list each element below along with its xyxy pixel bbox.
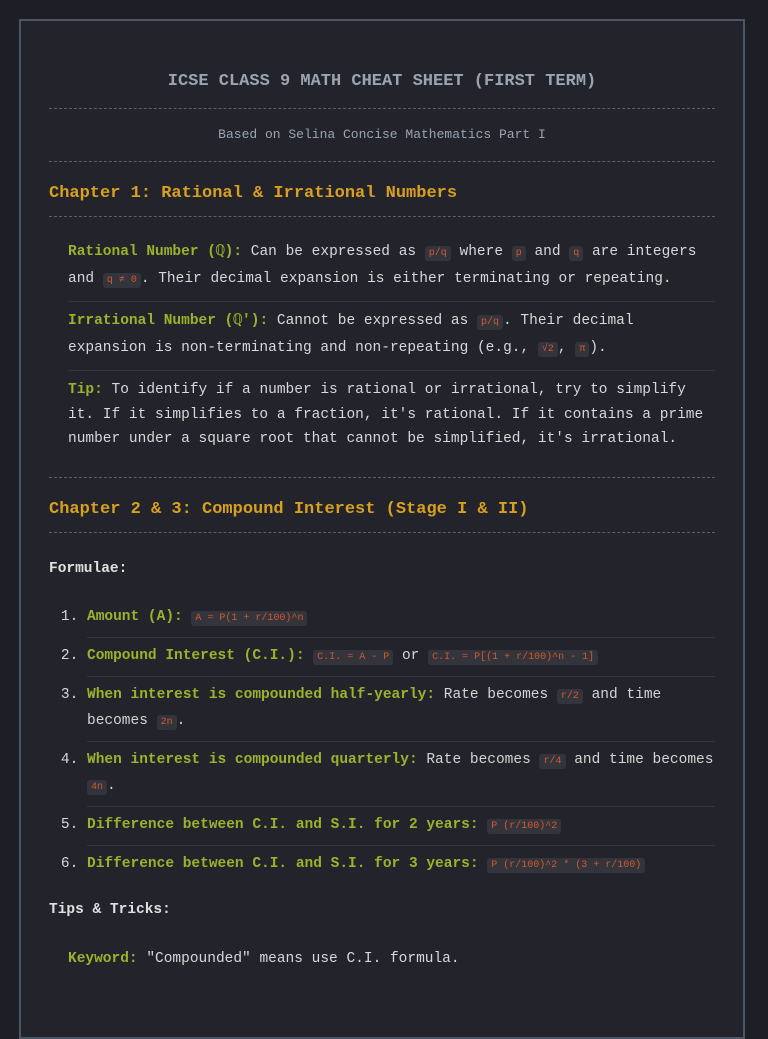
text: Rate becomes (435, 686, 557, 703)
page-subtitle: Based on Selina Concise Mathematics Part I (218, 127, 546, 142)
tip-text: To identify if a number is rational or irrational, try to simplify it. If it simplifies to a fraction, it's rational. If it contains a prime number under a square root that cannot be simplified, it's irrational. (68, 382, 704, 447)
formula-term: Difference between C.I. and S.I. for 3 years: (87, 855, 479, 872)
code-snippet: π (575, 342, 589, 357)
list-item (87, 807, 715, 846)
text (305, 648, 314, 664)
divider (49, 161, 715, 162)
text: . (176, 712, 186, 729)
text: where (450, 244, 512, 260)
text: Cannot be expressed as (268, 313, 478, 329)
code-snippet: √2 (538, 342, 558, 357)
code-snippet: p (512, 246, 526, 261)
divider (49, 108, 715, 109)
keyword-text: "Compounded" means use C.I. formula. (137, 950, 460, 967)
code-snippet: q (569, 246, 583, 261)
rational-definition (68, 232, 715, 302)
code-snippet: C.I. = A - P (313, 650, 393, 665)
tip (68, 371, 715, 460)
divider (49, 216, 715, 217)
chapter1-heading: Chapter 1: Rational & Irrational Numbers (49, 184, 458, 203)
text: and time becomes (565, 751, 714, 768)
page-title: ICSE CLASS 9 MATH CHEAT SHEET (FIRST TERM) (167, 72, 597, 91)
text: . (107, 777, 116, 794)
code-snippet: r/4 (539, 754, 565, 769)
code-snippet: P (r/100)^2 * (3 + r/100) (487, 858, 645, 873)
cheat-sheet (19, 19, 745, 1039)
list-item (87, 638, 715, 677)
formula-term: Amount (A): (87, 608, 183, 625)
list-item (87, 742, 715, 807)
code-snippet: 2n (157, 715, 177, 730)
text: and time becomes (87, 686, 662, 729)
text: . Their decimal expansion is either terminating or repeating. (140, 270, 672, 287)
formulae-list (49, 599, 715, 884)
text (479, 817, 488, 833)
text: Rate becomes (417, 751, 540, 768)
formula-term: When interest is compounded half-yearly: (87, 686, 436, 703)
text: and (525, 244, 570, 260)
text: are integers and (68, 244, 697, 287)
list-item (87, 677, 715, 742)
keyword-tip (68, 947, 715, 972)
chapter2-heading: Chapter 2 & 3: Compound Interest (Stage I & II) (49, 499, 529, 519)
formulae-label: Formulae: (49, 560, 128, 577)
formula-term: When interest is compounded quarterly: (87, 751, 418, 768)
code-snippet: A = P(1 + r/100)^n (191, 611, 307, 626)
code-snippet: P (r/100)^2 (487, 819, 561, 834)
code-snippet: q ≠ 0 (103, 273, 141, 288)
rational-term: Rational Number (ℚ): (68, 244, 243, 260)
tip-term: Tip: (68, 382, 103, 398)
irrational-definition (68, 302, 715, 371)
list-item (87, 846, 715, 884)
text: or (393, 647, 429, 664)
text: . Their decimal expansion is non-terminating and non-repeating (e.g., (68, 313, 634, 356)
keyword-term: Keyword: (68, 950, 138, 967)
divider (49, 532, 715, 533)
text (479, 856, 488, 872)
tips-label: Tips & Tricks: (49, 901, 171, 918)
code-snippet: p/q (477, 315, 503, 330)
divider (49, 477, 715, 478)
irrational-term: Irrational Number (ℚ'): (68, 313, 269, 329)
tips-list (49, 947, 715, 972)
formula-term: Compound Interest (C.I.): (87, 647, 305, 664)
text: ). (589, 339, 607, 356)
text: , (557, 339, 576, 356)
formula-term: Difference between C.I. and S.I. for 2 years: (87, 816, 479, 833)
definitions-list (49, 232, 715, 460)
code-snippet: C.I. = P[(1 + r/100)^n - 1] (428, 650, 598, 665)
text: Can be expressed as (242, 244, 425, 260)
code-snippet: 4n (87, 780, 107, 795)
code-snippet: p/q (425, 246, 451, 261)
code-snippet: r/2 (557, 689, 583, 704)
list-item (87, 599, 715, 638)
